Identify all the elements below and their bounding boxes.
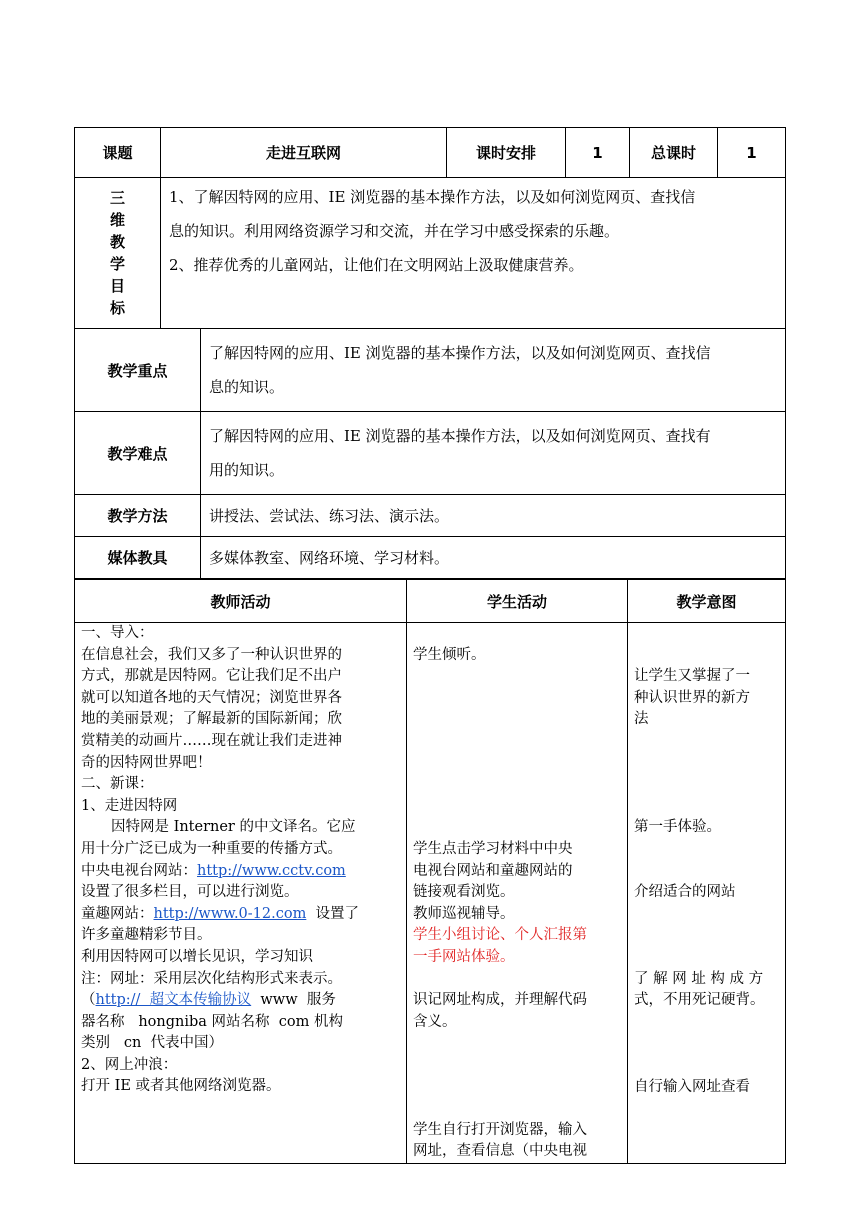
- lesson-info-table: [74, 127, 786, 579]
- teacher-activity-cell: 一、导入： 在信息社会，我们又多了一种认识世界的 方式，那就是因特网。它让我们足不出户 就可以知道各地的天气情况；浏览世界各 地的美丽景观；了解最新的国际新闻；欣 赏精美的动画片……现在就让我们走进神 奇的因特网世界吧！ 二、新课： 1、走进因特网 因特网是 Interner 的中文译名。它应 用十分广泛已成为一种重要的传播方式。 中央电视台网站：http://www.cctv.com 设置了很多栏目，可以进行浏览。 童趣网站：http://www.0-12.com 设置了 许多童趣精彩节目。 利用因特网可以增长见识，学习知识 注：网址：采用层次化结构形式来表示。 （http:// 超文本传输协议 www 服务 器名称 hongniba 网站名称 com 机构 类别 cn 代表中国） 2、网上冲浪： 打开 IE 或者其他网络浏览器。: [75, 623, 407, 1164]
- goals-label: 三 维 教 学 目 标: [75, 178, 161, 329]
- http-protocol-link[interactable]: http:// 超文本传输协议: [95, 992, 252, 1009]
- activities-table: [74, 579, 786, 1164]
- methods-label: 教学方法: [75, 495, 201, 537]
- key-points-content: 了解因特网的应用、IE 浏览器的基本操作方法，以及如何浏览网页、查找信 息的知识。: [201, 329, 786, 412]
- methods-content: 讲授法、尝试法、练习法、演示法。: [201, 495, 786, 537]
- student-activity-header: 学生活动: [407, 580, 628, 623]
- hours-value: 1: [566, 128, 630, 178]
- media-label: 媒体教具: [75, 537, 201, 579]
- goals-content: 1、了解因特网的应用、IE 浏览器的基本操作方法，以及如何浏览网页、查找信 息的知识。利用网络资源学习和交流，并在学习中感受探索的乐趣。 2、推荐优秀的儿童网站，让他们在文明网站上汲取健康营养。: [161, 178, 786, 329]
- media-content: 多媒体教室、网络环境、学习材料。: [201, 537, 786, 579]
- teaching-intent-cell: 让学生又掌握了一 种认识世界的新方 法 第一手体验。 介绍适合的网站 了 解 网 址 构 成 方 式，不用死记硬背。 自行输入网址查看: [628, 623, 786, 1164]
- teacher-activity-header: 教师活动: [75, 580, 407, 623]
- difficulties-content: 了解因特网的应用、IE 浏览器的基本操作方法，以及如何浏览网页、查找有 用的知识。: [201, 412, 786, 495]
- hours-label: 课时安排: [447, 128, 566, 178]
- total-hours-label: 总课时: [630, 128, 718, 178]
- kids-site-link[interactable]: http://www.0-12.com: [153, 905, 307, 922]
- cctv-link[interactable]: http://www.cctv.com: [197, 862, 346, 879]
- topic-value: 走进互联网: [161, 128, 447, 178]
- topic-label: 课题: [75, 128, 161, 178]
- difficulties-label: 教学难点: [75, 412, 201, 495]
- student-activity-cell: 学生倾听。 学生点击学习材料中中央 电视台网站和童趣网站的 链接观看浏览。 教师巡视辅导。 学生小组讨论、个人汇报第 一手网站体验。 识记网址构成，并理解代码 含义。 学生自行打开浏览器，输入 网址，查看信息（中央电视: [407, 623, 628, 1164]
- total-hours-value: 1: [718, 128, 786, 178]
- teaching-intent-header: 教学意图: [628, 580, 786, 623]
- key-points-label: 教学重点: [75, 329, 201, 412]
